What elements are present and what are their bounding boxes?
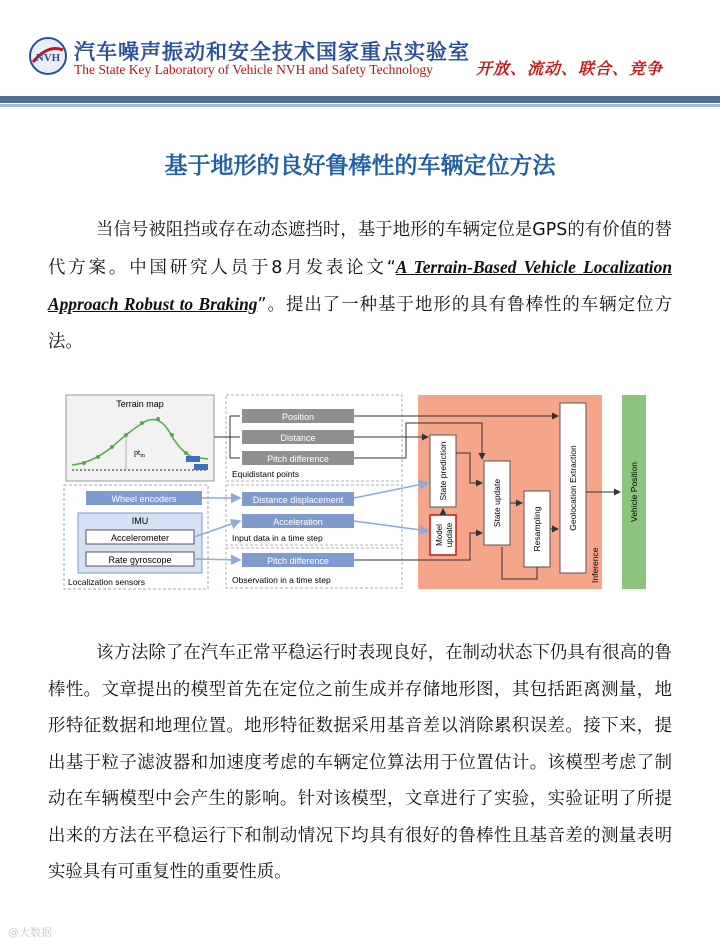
terrain-map-label: Terrain map	[116, 399, 164, 409]
pitch-difference-obs-label: Pitch difference	[267, 556, 329, 566]
model-update-label-2: update	[445, 522, 454, 548]
watermark: @大数据	[8, 926, 52, 939]
localization-sensors-label: Localization sensors	[68, 577, 146, 587]
paper-title: A Terrain-Based Vehicle Localization Approach Robust to Braking	[48, 256, 672, 314]
quote-close: ”	[257, 295, 267, 315]
resampling-label: Resampling	[532, 506, 542, 552]
rate-gyroscope-label: Rate gyroscope	[108, 555, 172, 565]
header-divider	[0, 96, 720, 103]
lab-slogan: 开放、流动、联合、竞争	[476, 59, 664, 78]
position-label: Position	[281, 412, 315, 422]
svg-text:NVH: NVH	[35, 52, 61, 64]
page-header	[0, 0, 720, 96]
distance-displacement-label: Distance displacement	[252, 495, 344, 505]
vehicle-position-label: Vehicle Position	[629, 461, 639, 523]
inference-label: Inference	[590, 547, 600, 583]
header-divider-light	[0, 104, 720, 107]
car-icon-2	[194, 464, 208, 470]
lab-name-en: The State Key Laboratory of Vehicle NVH and Safety Technology	[74, 62, 433, 77]
observation-label: Observation in a time step	[232, 575, 331, 585]
accelerometer-label: Accelerometer	[110, 533, 170, 543]
state-update-label: State update	[492, 478, 502, 528]
para1-text-a: 当信号被阻挡或存在动态遮挡时，基于地形的车辆定位是GPS的有价值的替代方案。中国研究人员于8月发表论文	[48, 220, 672, 278]
arrow-acceleration	[354, 521, 428, 531]
equidistant-points-label: Equidistant points	[232, 469, 300, 479]
method-diagram	[62, 393, 658, 593]
quote-open: “	[386, 257, 396, 278]
article-title: 基于地形的良好鲁棒性的车辆定位方法	[164, 153, 556, 179]
lab-logo	[28, 36, 68, 76]
model-update-label-1: Model	[435, 524, 444, 546]
pt-label: $pt_m$	[134, 448, 145, 459]
arrow-gyroscope	[194, 559, 240, 560]
car-icon	[186, 456, 200, 462]
map-branch-lines	[214, 416, 240, 458]
distance-label: Distance	[280, 433, 316, 443]
paragraph-2	[48, 635, 672, 891]
pitch-difference-label: Pitch difference	[267, 454, 329, 464]
paragraph-1	[48, 212, 672, 360]
lab-name-cn: 汽车噪声振动和安全技术国家重点实验室	[74, 40, 470, 64]
acceleration-label: Acceleration	[273, 517, 323, 527]
state-prediction-label: State prediction	[438, 441, 448, 501]
para2-text: 该方法除了在汽车正常平稳运行时表现良好，在制动状态下仍具有很高的鲁棒性。文章提出的模型首先在定位之前生成并存储地形图，其包括距离测量，地形特征数据和地理位置。地形特征数据采用基音差以消除累积误差。接下来，提出基于粒子滤波器和加速度考虑的车辆定位算法用于位置估计。该模型考虑了制动在车辆模型中会产生的影响。针对该模型，文章进行了实验，实验证明了所提出来的方法在平稳运行下和制动情况下均具有很好的鲁棒性且基音差的测量表明实验具有可重复性的重要性质。	[48, 643, 672, 882]
geolocation-extraction-label: Geolocation Extraction	[568, 445, 578, 531]
input-data-label: Input data in a time step	[232, 533, 323, 543]
imu-label: IMU	[131, 516, 149, 526]
wheel-encoders-label: Wheel encoders	[111, 494, 177, 504]
para1-text-b: 。提出了一种基于地形的具有鲁棒性的车辆定位方法。	[48, 295, 672, 352]
